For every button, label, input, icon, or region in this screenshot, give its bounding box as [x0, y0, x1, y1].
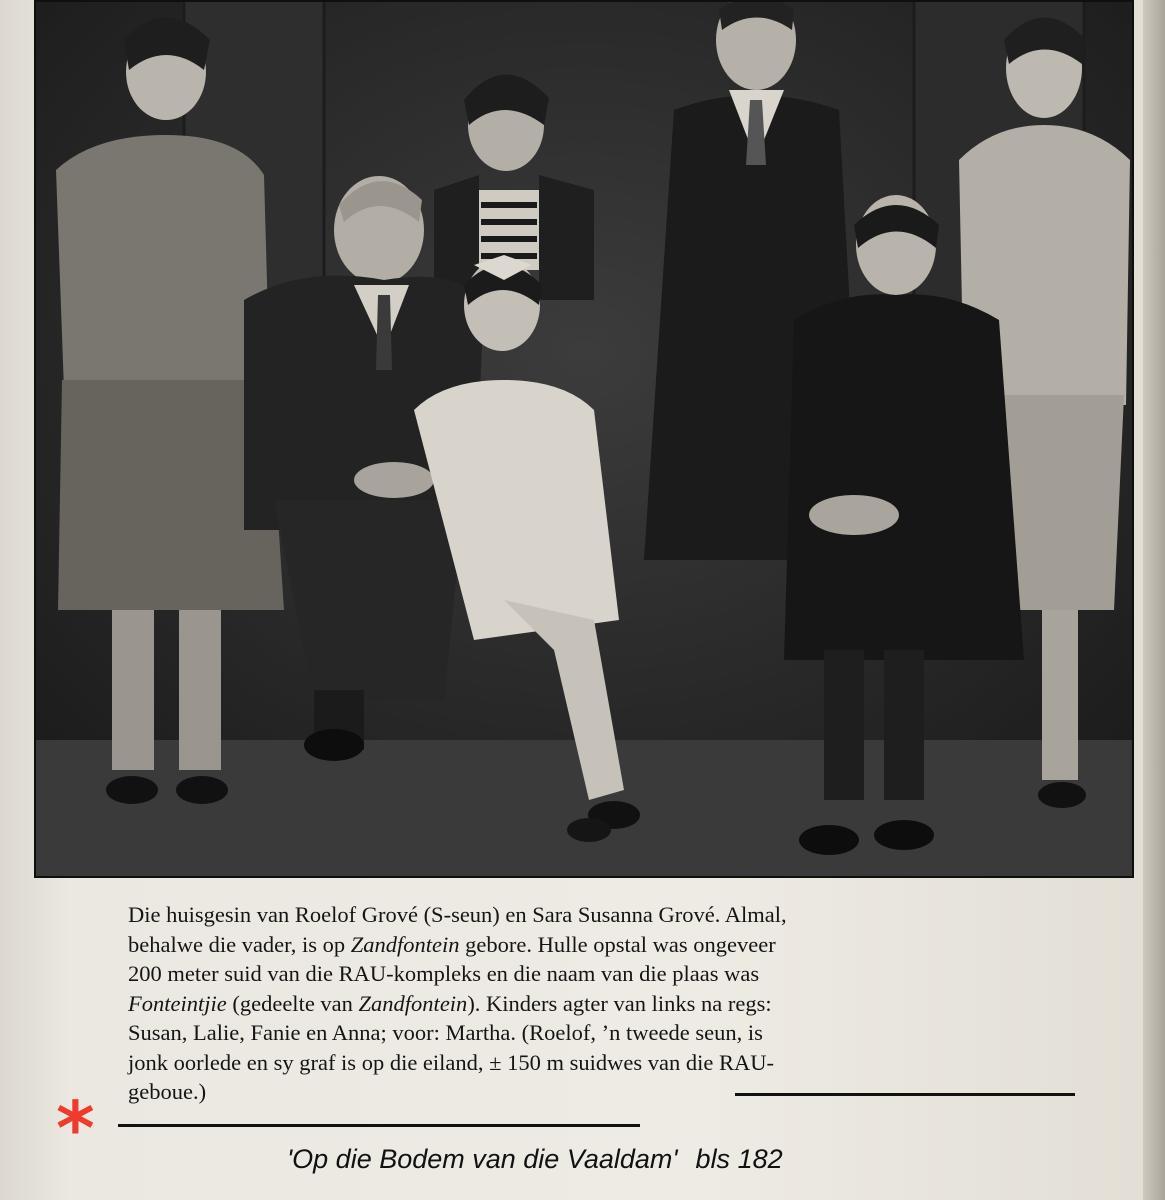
- caption-line-3: 200 meter suid van die RAU-kompleks en die naam van die plaas was: [128, 961, 760, 986]
- caption-line-6: jonk oorlede en sy graf is op die eiland, ± 150 m suidwes van die RAU-: [128, 1049, 774, 1075]
- caption-line-4: Fonteintjie (gedeelte van Zandfontein). Kinders agter van links na regs:: [128, 990, 772, 1016]
- underlined-roelof-note-a: Roelof, ’n tweede seun, is: [529, 1020, 763, 1045]
- caption-line-5: Susan, Lalie, Fanie en Anna; voor: Martha. (Roelof, ’n tweede seun, is: [128, 1020, 763, 1045]
- caption-line-7: geboue.): [128, 1079, 207, 1104]
- photo-illustration: [34, 0, 1134, 878]
- caption-line-2: behalwe die vader, is op Zandfontein gebore. Hulle opstal was ongeveer: [128, 931, 776, 957]
- photo-caption: [128, 900, 1068, 1107]
- underlined-roelof-note-b: jonk oorlede en sy graf is op die eiland: [128, 1049, 478, 1075]
- family-portrait-photo: [34, 0, 1134, 878]
- red-asterisk-icon: *: [56, 1086, 95, 1172]
- source-title: 'Op die Bodem van die Vaaldam': [287, 1144, 678, 1174]
- source-page: bls 182: [695, 1144, 783, 1174]
- caption-line-1: Die huisgesin van Roelof Grové (S-seun) en Sara Susanna Grové. Almal,: [128, 902, 787, 927]
- book-spine-shadow: [1143, 0, 1165, 1200]
- handdrawn-underline-2: [118, 1124, 640, 1127]
- source-reference: [287, 1144, 783, 1175]
- handdrawn-underline-1: [735, 1093, 1075, 1096]
